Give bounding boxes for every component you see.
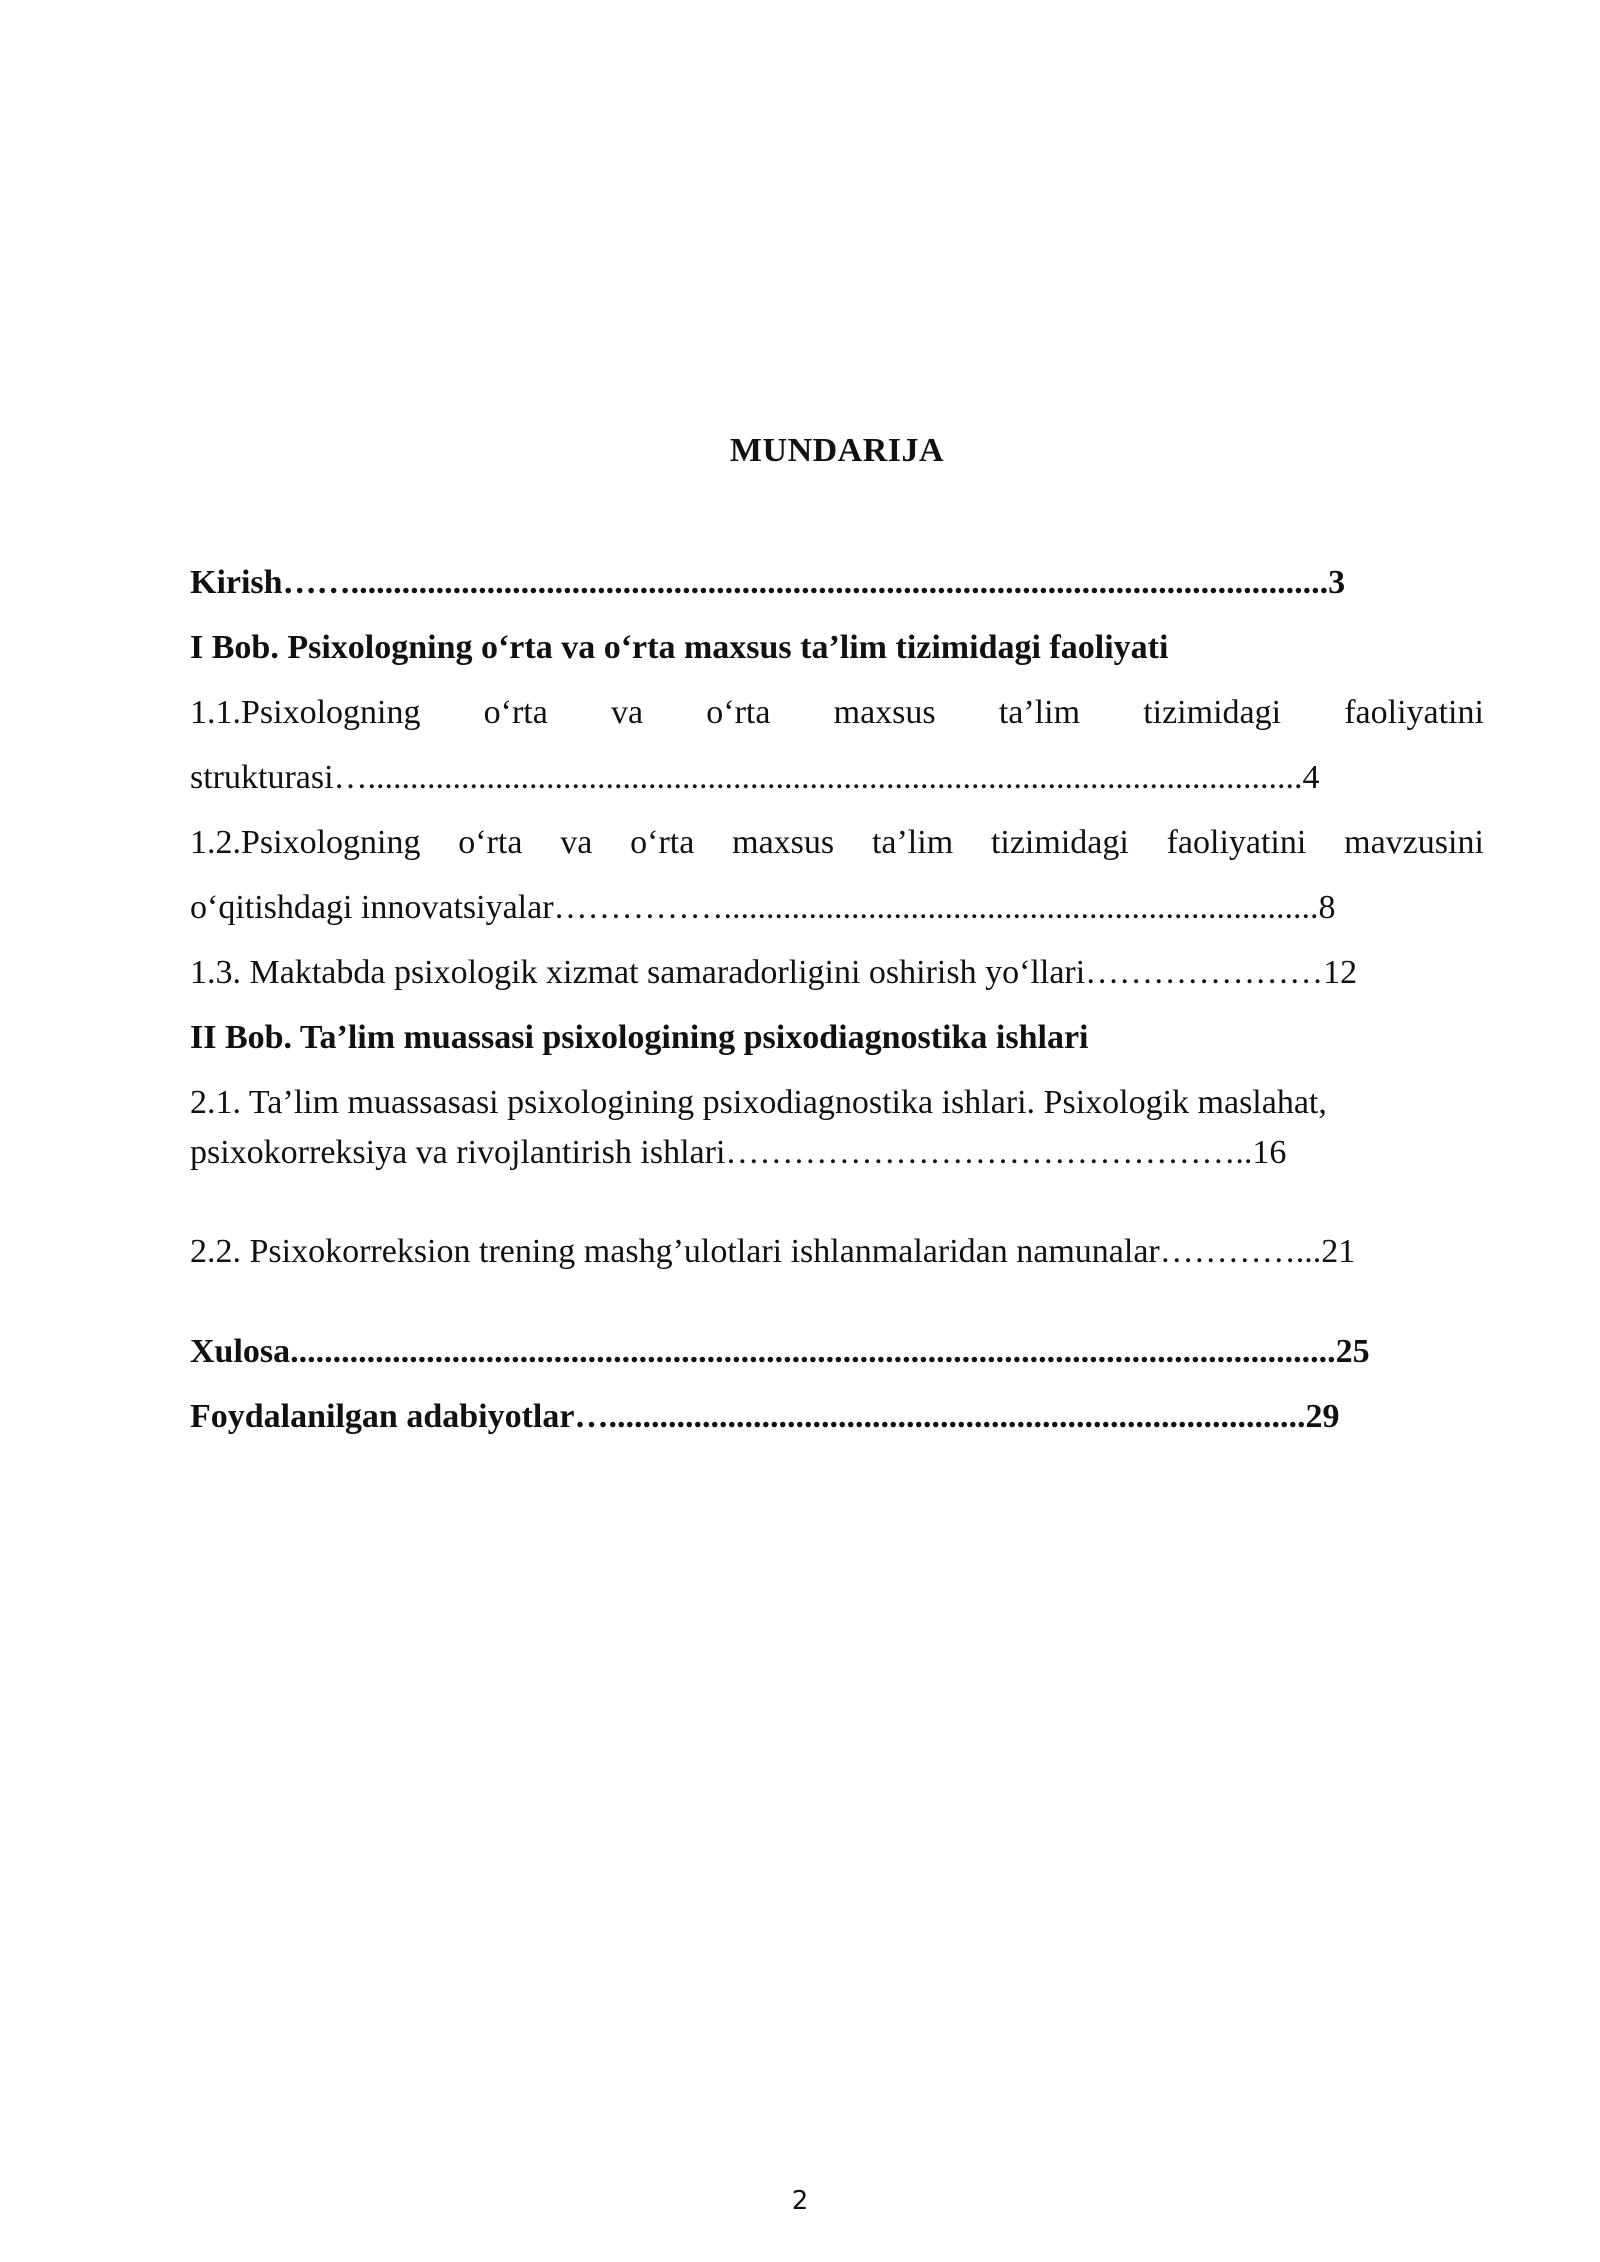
toc-entry-1-2-line1	[190, 824, 1484, 862]
toc-word: 1.1.Psixologning	[190, 694, 421, 731]
toc-word: o‘rta	[458, 824, 523, 861]
toc-entry-2-2: 2.2. Psixokorreksion trening mashg’ulotlari ishlanmalaridan namunalar…………...21	[190, 1233, 1356, 1270]
toc-word: maxsus	[833, 694, 936, 731]
toc-word: maxsus	[732, 824, 835, 861]
toc-entry-1-2-line2: o‘qitishdagi innovatsiyalar……………......................................................................8	[190, 889, 1336, 926]
toc-entry-1-1-line2: strukturasi…..............................................................................................................4	[190, 759, 1320, 796]
toc-word: ta’lim	[871, 824, 954, 861]
toc-word: o‘rta	[706, 694, 771, 731]
toc-chapter-1: I Bob. Psixologning o‘rta va o‘rta maxsus ta’lim tizimidagi faoliyati	[190, 629, 1169, 666]
toc-entry-1-3: 1.3. Maktabda psixologik xizmat samaradorligini oshirish yo‘llari…………………12	[190, 954, 1358, 991]
toc-word: tizimidagi	[990, 824, 1129, 861]
toc-word: ta’lim	[998, 694, 1081, 731]
toc-entry-xulosa: Xulosa...........................................................................................................................25	[190, 1333, 1370, 1370]
toc-entry-adabiyotlar: Foydalanilgan adabiyotlar…..................................................................................29	[190, 1398, 1340, 1435]
toc-word: o‘rta	[630, 824, 695, 861]
toc-chapter-2: II Bob. Ta’lim muassasi psixologining psixodiagnostika ishlari	[190, 1019, 1089, 1056]
toc-word: va	[560, 824, 593, 861]
toc-entry-kirish: Kirish……...................................................................................................................3	[190, 564, 1346, 601]
page-number: 2	[791, 2186, 809, 2216]
toc-word: va	[611, 694, 644, 731]
toc-word: faoliyatini	[1344, 694, 1484, 731]
toc-word: faoliyatini	[1166, 824, 1307, 861]
toc-word: o‘rta	[483, 694, 548, 731]
toc-entry-2-1-line2: psixokorreksiya va rivojlantirish ishlari………………………………………..16	[190, 1134, 1287, 1171]
page-title: MUNDARIJA	[729, 432, 945, 469]
toc-entry-1-1-line1	[190, 694, 1484, 732]
toc-entry-2-1-line1: 2.1. Ta’lim muassasasi psixologining psixodiagnostika ishlari. Psixologik maslahat,	[190, 1084, 1327, 1121]
toc-word: 1.2.Psixologning	[190, 824, 421, 861]
toc-word: mavzusini	[1344, 824, 1484, 861]
toc-word: tizimidagi	[1143, 694, 1282, 731]
